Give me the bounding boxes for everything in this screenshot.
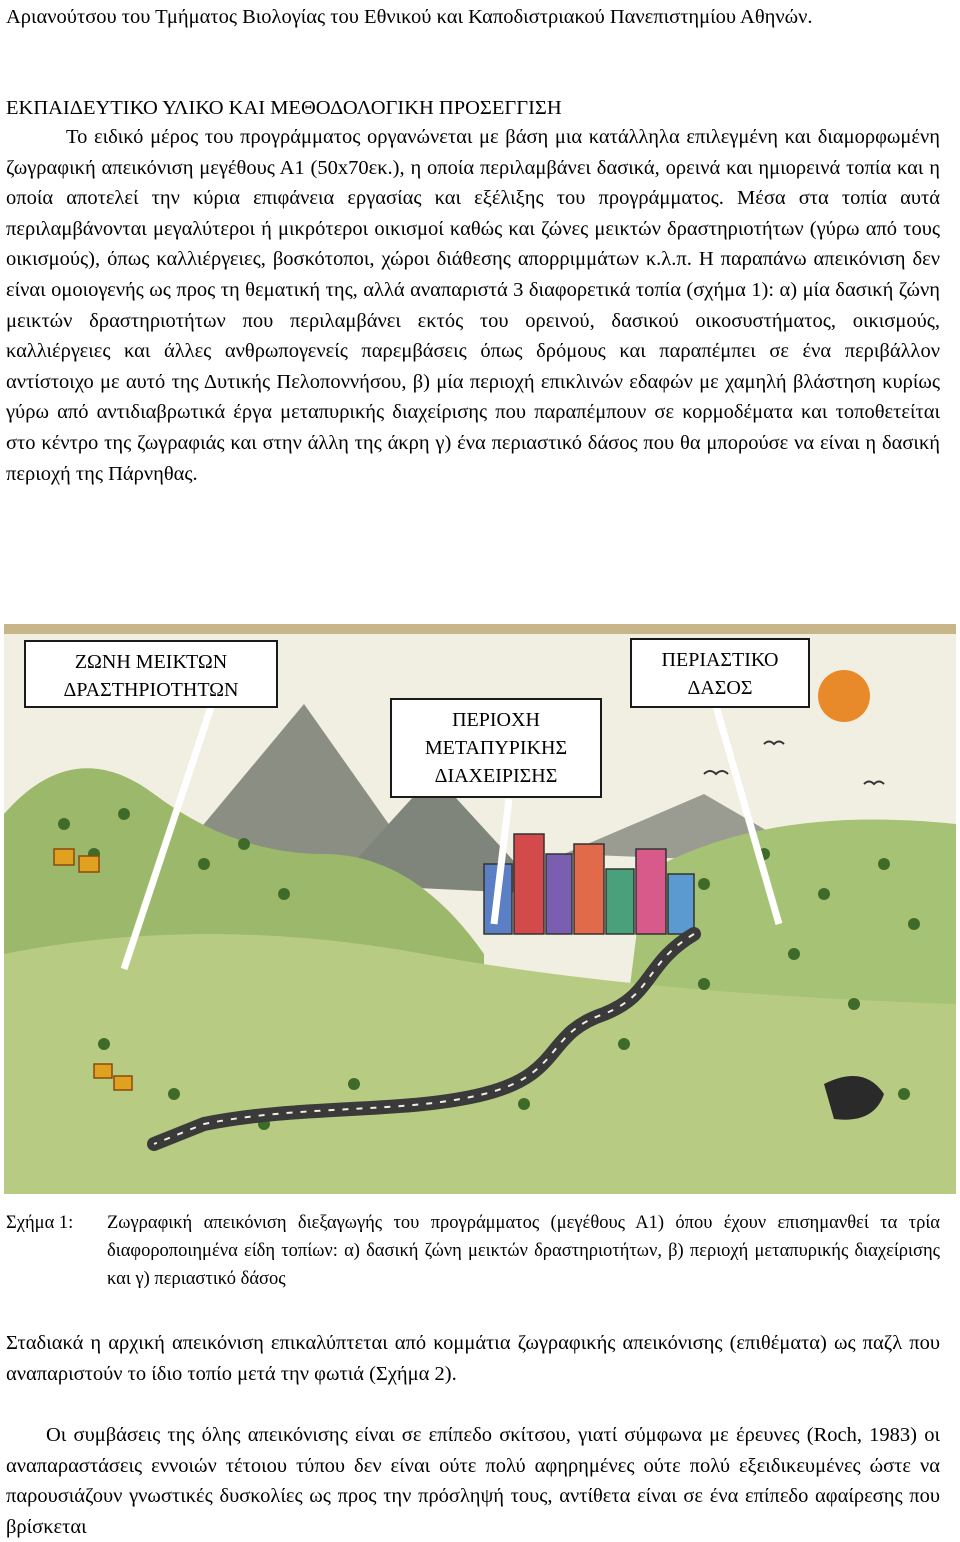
label-mixed-zone-line-1: ΖΩΝΗ ΜΕΙΚΤΩΝ bbox=[74, 651, 228, 673]
section-heading: ΕΚΠΑΙΔΕΥΤΙΚΟ ΥΛΙΚΟ ΚΑΙ ΜΕΘΟΔΟΛΟΓΙΚΗ ΠΡΟΣΕΓΓΙΣΗ bbox=[6, 97, 562, 119]
label-post-fire-line-2: ΜΕΤΑΠΥΡΙΚΗΣ bbox=[424, 737, 568, 759]
paragraph-2: Σταδιακά η αρχική απεικόνιση επικαλύπτεται από κομμάτια ζωγραφικής απεικόνισης (επιθέματα) ως παζλ που αναπαριστούν το ίδιο τοπίο μετά την φωτιά (Σχήμα 2). bbox=[6, 1332, 940, 1385]
drawing-border bbox=[4, 624, 956, 634]
label-mixed-zone-line-2: ΔΡΑΣΤΗΡΙΟΤΗΤΩΝ bbox=[63, 679, 239, 701]
label-suburban-forest bbox=[630, 638, 810, 708]
caption-text: Ζωγραφική απεικόνιση διεξαγωγής του προγράμματος (μεγέθους Α1) όπου έχουν επισημανθεί τα τρία διαφοροποιημένα είδη τοπίων: α) δασική ζώνη μεικτών δραστηριοτήτων, β) περιοχή μεταπυρικής διαχείρισης και γ) περιαστικό δάσος bbox=[107, 1213, 940, 1289]
landscape-figure bbox=[4, 624, 956, 1194]
label-mixed-zone bbox=[24, 640, 278, 708]
intro-fragment: Αριανούτσου του Τμήματος Βιολογίας του Εθνικού και Καποδιστριακού Πανεπιστημίου Αθηνών. bbox=[6, 6, 813, 28]
paragraph-3: Οι συμβάσεις της όλης απεικόνισης είναι σε επίπεδο σκίτσου, γιατί σύμφωνα με έρευνες (Roch, 1983) οι αναπαραστάσεις εννοιών τέτοιου τύπου δεν είναι ούτε πολύ αφηρημένες ούτε πολύ εξειδικευμένες ώστε να παρουσιάζουν γνωστικές δυσκολίες ως προς την πρόσληψή τους, αντίθετα είναι σε ένα επίπεδο αφαίρεσης που βρίσκεται bbox=[6, 1424, 940, 1538]
label-post-fire bbox=[390, 698, 602, 798]
label-post-fire-line-1: ΠΕΡΙΟΧΗ bbox=[452, 709, 540, 731]
caption-label: Σχήμα 1: bbox=[6, 1213, 74, 1233]
sun bbox=[818, 670, 870, 722]
label-post-fire-line-3: ΔΙΑΧΕΙΡΙΣΗΣ bbox=[434, 765, 558, 787]
label-suburban-forest-line-2: ΔΑΣΟΣ bbox=[687, 677, 753, 699]
label-suburban-forest-line-1: ΠΕΡΙΑΣΤΙΚΟ bbox=[661, 649, 779, 671]
city-buildings bbox=[484, 834, 694, 934]
section-paragraph: Το ειδικό μέρος του προγράμματος οργανώνεται με βάση μια κατάλληλα επιλεγμένη και διαμορφωμένη ζωγραφική απεικόνιση μεγέθους Α1 (50x70εκ.), η οποία περιλαμβάνει δασικά, ορεινά και ημιορεινά τοπία και η οποία αποτελεί την κύρια επιφάνεια εργασίας και εξέλιξης του προγράμματος. Μέσα στα τοπία αυτά περιλαμβάνονται μεγαλύτεροι ή μικρότεροι οικισμοί καθώς και ζώνες μεικτών δραστηριοτήτων (γύρω από τους οικισμούς), όπως καλλιέργειες, βοσκότοποι, χώροι διάθεσης απορριμμάτων κ.λ.π. Η παραπάνω απεικόνιση δεν είναι ομοιογενής ως προς τη θεματική της, αλλά αναπαριστά 3 διαφορετικά τοπία (σχήμα 1): α) μία δασική ζώνη μεικτών δραστηριοτήτων που περιλαμβάνει εκτός του ορεινού, δασικού οικοσυστήματος, οικισμούς, καλλιέργειες και άλλες ανθρωπογενείς παρεμβάσεις όπως δρόμους και παραπέμπει σε ένα περιβάλλον αντίστοιχο με αυτό της Δυτικής Πελοποννήσου, β) μία περιοχή επικλινών εδαφών με χαμηλή βλάστηση κυρίως γύρω από αντιδιαβρωτικά έργα μεταπυρικής διαχείρισης που παραπέμπουν σε κορμοδέματα και τοποθετείται στο κέντρο της ζωγραφιάς και στην άλλη της άκρη γ) ένα περιαστικό δάσος που θα μπορούσε να είναι η δασική περιοχή της Πάρνηθας. bbox=[6, 126, 940, 485]
